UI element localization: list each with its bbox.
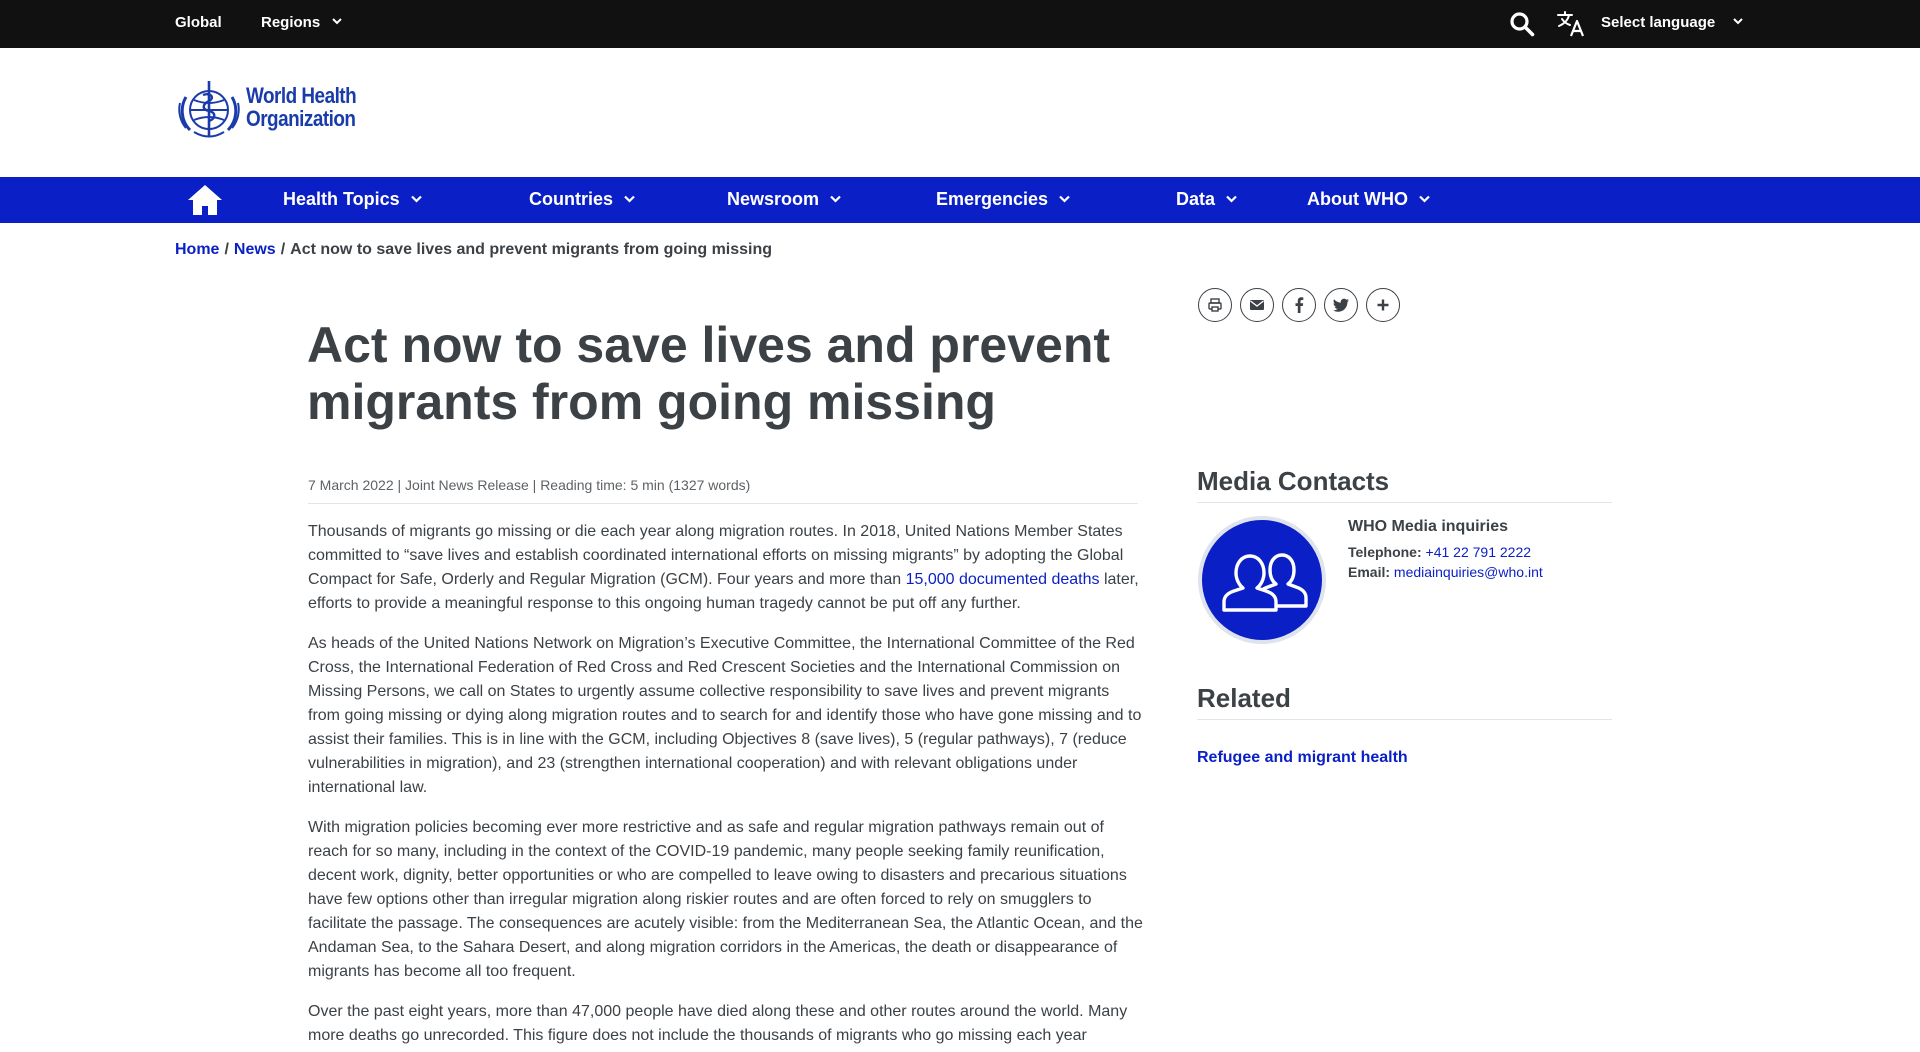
facebook-icon: [1294, 296, 1304, 314]
media-contact: [1348, 516, 1618, 582]
article-paragraph: [308, 520, 1143, 616]
nav-health-topics[interactable]: [283, 177, 422, 223]
telephone-link[interactable]: +41 22 791 2222: [1425, 544, 1532, 560]
breadcrumb-separator: /: [280, 241, 286, 258]
who-emblem-icon: [174, 77, 244, 139]
chevron-down-icon: [1226, 195, 1237, 203]
email-label: Email:: [1348, 564, 1391, 580]
media-contacts-heading: Media Contacts: [1197, 466, 1390, 496]
avatar: [1198, 516, 1326, 644]
who-logo[interactable]: [174, 77, 374, 139]
paragraph-text: Thousands of migrants go missing or die each year along migration routes. In 2018, United Nations Member States committed to “save lives and establish coordinated international efforts on missing migrants” by adopting the Global Compact for Safe, Orderly and Regular Migration (GCM). Four years and more than: [308, 523, 1124, 588]
breadcrumb-current: Act now to save lives and prevent migrants from going missing: [290, 241, 773, 258]
divider: [308, 503, 1138, 504]
contact-email: [1348, 562, 1618, 582]
chevron-down-icon: [332, 18, 342, 25]
contact-name: WHO Media inquiries: [1348, 518, 1509, 535]
email-icon: [1249, 298, 1265, 312]
nav-about-who[interactable]: [1307, 177, 1430, 223]
twitter-share-button[interactable]: [1324, 288, 1358, 322]
telephone-label: Telephone:: [1348, 544, 1422, 560]
article-paragraph: As heads of the United Nations Network on Migration’s Executive Committee, the International Committee of the Red Cross, the International Federation of Red Cross and Red Crescent Societies and the International Commission on Missing Persons, we call on States to urgently assume collective responsibility to save lives and prevent migrants from going missing or dying along migration routes and to search for and identify those who have gone missing and to assist their families. This is in line with the GCM, including Objectives 8 (save lives), 5 (regular pathways), 7 (reduce vulnerabilities in migration), and 23 (strengthen international cooperation) and with relevant obligations under international law.: [308, 635, 1142, 796]
nav-data[interactable]: [1176, 177, 1237, 223]
page-title: Act now to save lives and prevent migrants from going missing: [307, 317, 1111, 430]
divider: [1197, 719, 1612, 720]
translate-icon[interactable]: [1556, 10, 1586, 38]
search-icon[interactable]: [1509, 11, 1535, 37]
who-wordmark: World Health Organization: [246, 83, 357, 131]
contact-telephone: [1348, 542, 1618, 562]
chevron-down-icon: [411, 195, 422, 203]
plus-icon: [1376, 298, 1390, 312]
chevron-down-icon: [624, 195, 635, 203]
global-link[interactable]: Global: [175, 14, 222, 31]
nav-label: Data: [1176, 189, 1216, 209]
article-meta: 7 March 2022 | Joint News Release | Reading time: 5 min (1327 words): [308, 477, 751, 493]
twitter-icon: [1332, 298, 1350, 313]
chevron-down-icon: [830, 195, 841, 203]
print-icon: [1207, 297, 1223, 313]
chevron-down-icon: [1419, 195, 1430, 203]
breadcrumb: [175, 240, 772, 260]
related-link-refugee-migrant-health[interactable]: Refugee and migrant health: [1197, 749, 1408, 766]
nav-label: Health Topics: [283, 189, 400, 209]
language-label: Select language: [1601, 14, 1716, 31]
nav-newsroom[interactable]: [727, 177, 841, 223]
article-type: Joint News Release: [405, 477, 529, 493]
more-share-button[interactable]: [1366, 288, 1400, 322]
nav-label: Countries: [529, 189, 614, 209]
nav-label: Emergencies: [936, 189, 1049, 209]
main-navigation: [0, 177, 1920, 223]
breadcrumb-news[interactable]: News: [233, 241, 276, 258]
paragraph-text: later, efforts to provide a meaningful response to this ongoing human tragedy cannot be put off any further.: [308, 571, 1139, 612]
nav-label: Newsroom: [727, 189, 820, 209]
related-heading: Related: [1197, 683, 1291, 713]
regions-label: Regions: [261, 14, 321, 31]
regions-dropdown[interactable]: [261, 0, 342, 48]
email-link[interactable]: mediainquiries@who.int: [1393, 564, 1543, 580]
facebook-share-button[interactable]: [1282, 288, 1316, 322]
reading-time: Reading time: 5 min (1327 words): [540, 477, 751, 493]
home-icon[interactable]: [186, 183, 224, 217]
chevron-down-icon: [1059, 195, 1070, 203]
nav-countries[interactable]: [529, 177, 635, 223]
breadcrumb-separator: /: [224, 241, 229, 258]
chevron-down-icon: [1733, 18, 1743, 25]
language-selector[interactable]: [1601, 0, 1743, 48]
email-share-button[interactable]: [1240, 288, 1274, 322]
article-date: 7 March 2022: [308, 477, 394, 493]
people-icon: [1202, 520, 1322, 640]
top-bar: [0, 0, 1920, 48]
article-paragraph: With migration policies becoming ever more restrictive and as safe and regular migration pathways remain out of reach for so many, including in the context of the COVID-19 pandemic, many people seeking family reunification, decent work, dignity, better opportunities or who are compelled to leave owing to disasters and precarious situations have few options other than irregular migration along riskier routes and are often forced to rely on smugglers to facilitate the passage. The consequences are acutely visible: from the Mediterranean Sea, the Atlantic Ocean, and the Andaman Sea, to the Sahara Desert, and along migration corridors in the Americas, the death or disappearance of migrants has become all too frequent.: [308, 819, 1143, 980]
print-button[interactable]: [1198, 288, 1232, 322]
breadcrumb-home[interactable]: Home: [175, 241, 220, 258]
nav-label: About WHO: [1307, 189, 1408, 209]
documented-deaths-link[interactable]: 15,000 documented deaths: [905, 571, 1100, 588]
divider: [1197, 502, 1612, 503]
nav-emergencies[interactable]: [936, 177, 1070, 223]
article-paragraph: Over the past eight years, more than 47,000 people have died along these and other routes around the world. Many more deaths go unrecorded. This figure does not include the thousands of migrants who go missing each year: [308, 1003, 1128, 1044]
